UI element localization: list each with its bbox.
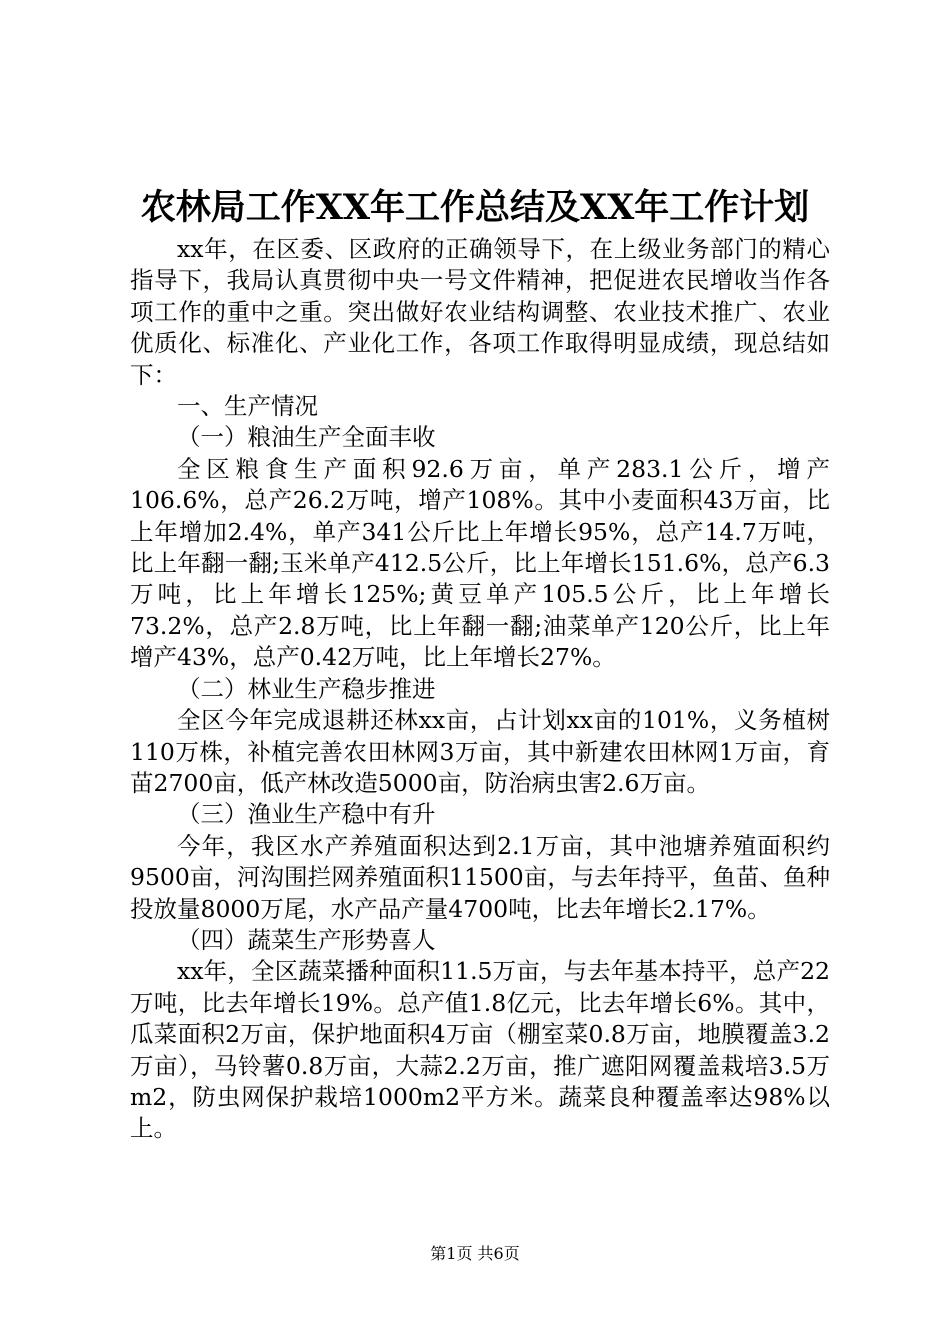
sub-2-heading: （二）林业生产稳步推进 — [177, 674, 436, 703]
sub-1-heading: （一）粮油生产全面丰收 — [177, 423, 436, 452]
sub-4-heading: （四）蔬菜生产形势喜人 — [177, 925, 436, 954]
sub-3-paragraph: 今年，我区水产养殖面积达到2.1万亩，其中池塘养殖面积约9500亩，河沟围拦网养殖面积11500亩，与去年持平，鱼苗、鱼种投放量8000万尾，水产品产量4700吨，比去年增长2.17%。 — [130, 831, 830, 923]
sub-3-heading: （三）渔业生产稳中有升 — [177, 800, 436, 829]
page-footer: 第1页 共6页 — [430, 1244, 520, 1263]
intro-paragraph: xx年，在区委、区政府的正确领导下，在上级业务部门的精心指导下，我局认真贯彻中央一号文件精神，把促进农民增收当作各项工作的重中之重。突出做好农业结构调整、农业技术推广、农业优质化、标准化、产业化工作，各项工作取得明显成绩，现总结如下： — [130, 235, 830, 389]
section-1-heading: 一、生产情况 — [177, 392, 318, 421]
document-body — [130, 234, 830, 1145]
document-title: 农林局工作XX年工作总结及XX年工作计划 — [140, 187, 810, 228]
sub-2-paragraph: 全区今年完成退耕还林xx亩，占计划xx亩的101%，义务植树110万株，补植完善农田林网3万亩，其中新建农田林网1万亩，育苗2700亩，低产林改造5000亩，防治病虫害2.6万亩。 — [130, 706, 830, 797]
sub-4-paragraph: xx年，全区蔬菜播种面积11.5万亩，与去年基本持平，总产22万吨，比去年增长19%。总产值1.8亿元，比去年增长6%。其中，瓜菜面积2万亩，保护地面积4万亩（棚室菜0.8万亩，地膜覆盖3.2万亩），马铃薯0.8万亩，大蒜2.2万亩，推广遮阳网覆盖栽培3.5万m2，防虫网保护栽培1000m2平方米。蔬菜良种覆盖率达98%以上。 — [130, 957, 830, 1143]
sub-1-paragraph: 全区粮食生产面积92.6万亩，单产283.1公斤，增产106.6%，总产26.2万吨，增产108%。其中小麦面积43万亩，比上年增加2.4%，单产341公斤比上年增长95%，总产14.7万吨，比上年翻一翻;玉米单产412.5公斤，比上年增长151.6%，总产6.3万吨，比上年增长125%;黄豆单产105.5公斤，比上年增长73.2%，总产2.8万吨，比上年翻一翻;油菜单产120公斤，比上年增产43%，总产0.42万吨，比上年增长27%。 — [130, 454, 830, 672]
